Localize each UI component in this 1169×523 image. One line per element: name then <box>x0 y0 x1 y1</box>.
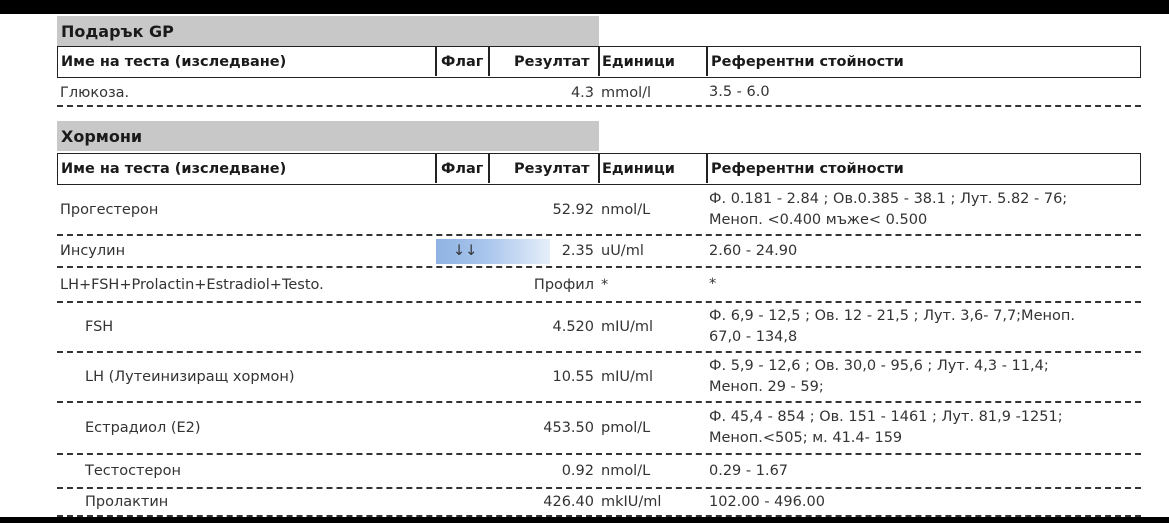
test-ref: 102.00 - 496.00 <box>709 493 825 510</box>
test-result: 4.3 <box>570 84 594 101</box>
header-divider <box>435 154 437 183</box>
test-ref: Ф. 6,9 - 12,5 ; Ов. 12 - 21,5 ; Лут. 3,6- 7,7;Меноп. 67,0 - 134,8 <box>709 308 1075 345</box>
table-row <box>57 80 1141 107</box>
header-ref: Референтни стойности <box>711 161 904 177</box>
header-divider <box>435 47 437 76</box>
table-header-hormones <box>57 153 1141 185</box>
test-name: Прогестерон <box>60 202 159 218</box>
header-name: Име на теста (изследване) <box>61 161 287 177</box>
header-flag: Флаг <box>441 54 484 70</box>
test-result: 4.520 <box>552 319 594 335</box>
header-divider <box>488 47 490 76</box>
test-name: LH+FSH+Prolactin+Estradiol+Testo. <box>60 276 324 293</box>
test-result: 426.40 <box>543 494 594 510</box>
header-units: Единици <box>602 54 675 70</box>
header-units: Единици <box>602 161 675 177</box>
test-unit: mmol/l <box>601 84 652 101</box>
test-ref: * <box>709 276 717 292</box>
table-row <box>57 303 1141 353</box>
test-result: 0.92 <box>561 463 594 479</box>
test-name: Естрадиол (E2) <box>85 420 201 436</box>
test-ref: Ф. 45,4 - 854 ; Ов. 151 - 1461 ; Лут. 81,9 -1251; Меноп.<505; м. 41.4- 159 <box>709 409 1063 446</box>
test-unit: pmol/L <box>601 420 651 436</box>
header-divider <box>488 154 490 183</box>
test-unit: nmol/L <box>601 463 651 479</box>
table-row <box>57 489 1141 517</box>
test-ref: Ф. 0.181 - 2.84 ; Ов.0.385 - 38.1 ; Лут. 5.82 - 76; Меноп. <0.400 мъже< 0.500 <box>709 191 1068 228</box>
test-unit: mIU/ml <box>601 369 654 385</box>
table-header-gp <box>57 46 1141 78</box>
header-flag: Флаг <box>441 161 484 177</box>
bottom-edge <box>0 517 1169 523</box>
test-name: LH (Лутеинизиращ хормон) <box>85 369 295 385</box>
test-result: 453.50 <box>543 420 594 436</box>
test-result: 10.55 <box>552 369 594 385</box>
test-unit: uU/ml <box>601 243 644 259</box>
section-title-gp: Подарък GP <box>57 16 599 46</box>
test-unit: mkIU/ml <box>601 494 662 510</box>
test-ref: Ф. 5,9 - 12,6 ; Ов. 30,0 - 95,6 ; Лут. 4,3 - 11,4; Меноп. 29 - 59; <box>709 358 1049 395</box>
test-ref: 0.29 - 1.67 <box>709 462 789 479</box>
test-result: Профил <box>533 276 594 293</box>
table-row <box>57 353 1141 403</box>
section-title-hormones: Хормони <box>57 121 599 151</box>
header-result: Резултат <box>514 54 590 70</box>
header-divider <box>598 47 600 76</box>
test-name: Глюкоза. <box>60 84 130 101</box>
test-ref: 2.60 - 24.90 <box>709 242 798 259</box>
test-ref: 3.5 - 6.0 <box>709 84 770 100</box>
table-row <box>57 455 1141 489</box>
test-name: Инсулин <box>60 243 126 259</box>
test-result: 2.35 <box>561 243 594 259</box>
test-name: Пролактин <box>85 494 169 510</box>
table-row <box>57 268 1141 303</box>
header-divider <box>598 154 600 183</box>
test-unit: * <box>601 276 609 293</box>
header-ref: Референтни стойности <box>711 54 904 70</box>
test-result: 52.92 <box>552 202 594 218</box>
table-row <box>57 403 1141 455</box>
header-divider <box>706 154 708 183</box>
table-row <box>57 186 1141 236</box>
low-flag-arrows: ↓↓ <box>453 243 478 259</box>
test-name: FSH <box>85 319 114 335</box>
table-row <box>57 236 1141 268</box>
test-unit: nmol/L <box>601 202 651 218</box>
header-name: Име на теста (изследване) <box>61 54 287 70</box>
header-result: Резултат <box>514 161 590 177</box>
lab-report-page <box>0 14 1169 517</box>
test-name: Тестостерон <box>85 463 181 479</box>
test-unit: mIU/ml <box>601 319 654 335</box>
header-divider <box>706 47 708 76</box>
